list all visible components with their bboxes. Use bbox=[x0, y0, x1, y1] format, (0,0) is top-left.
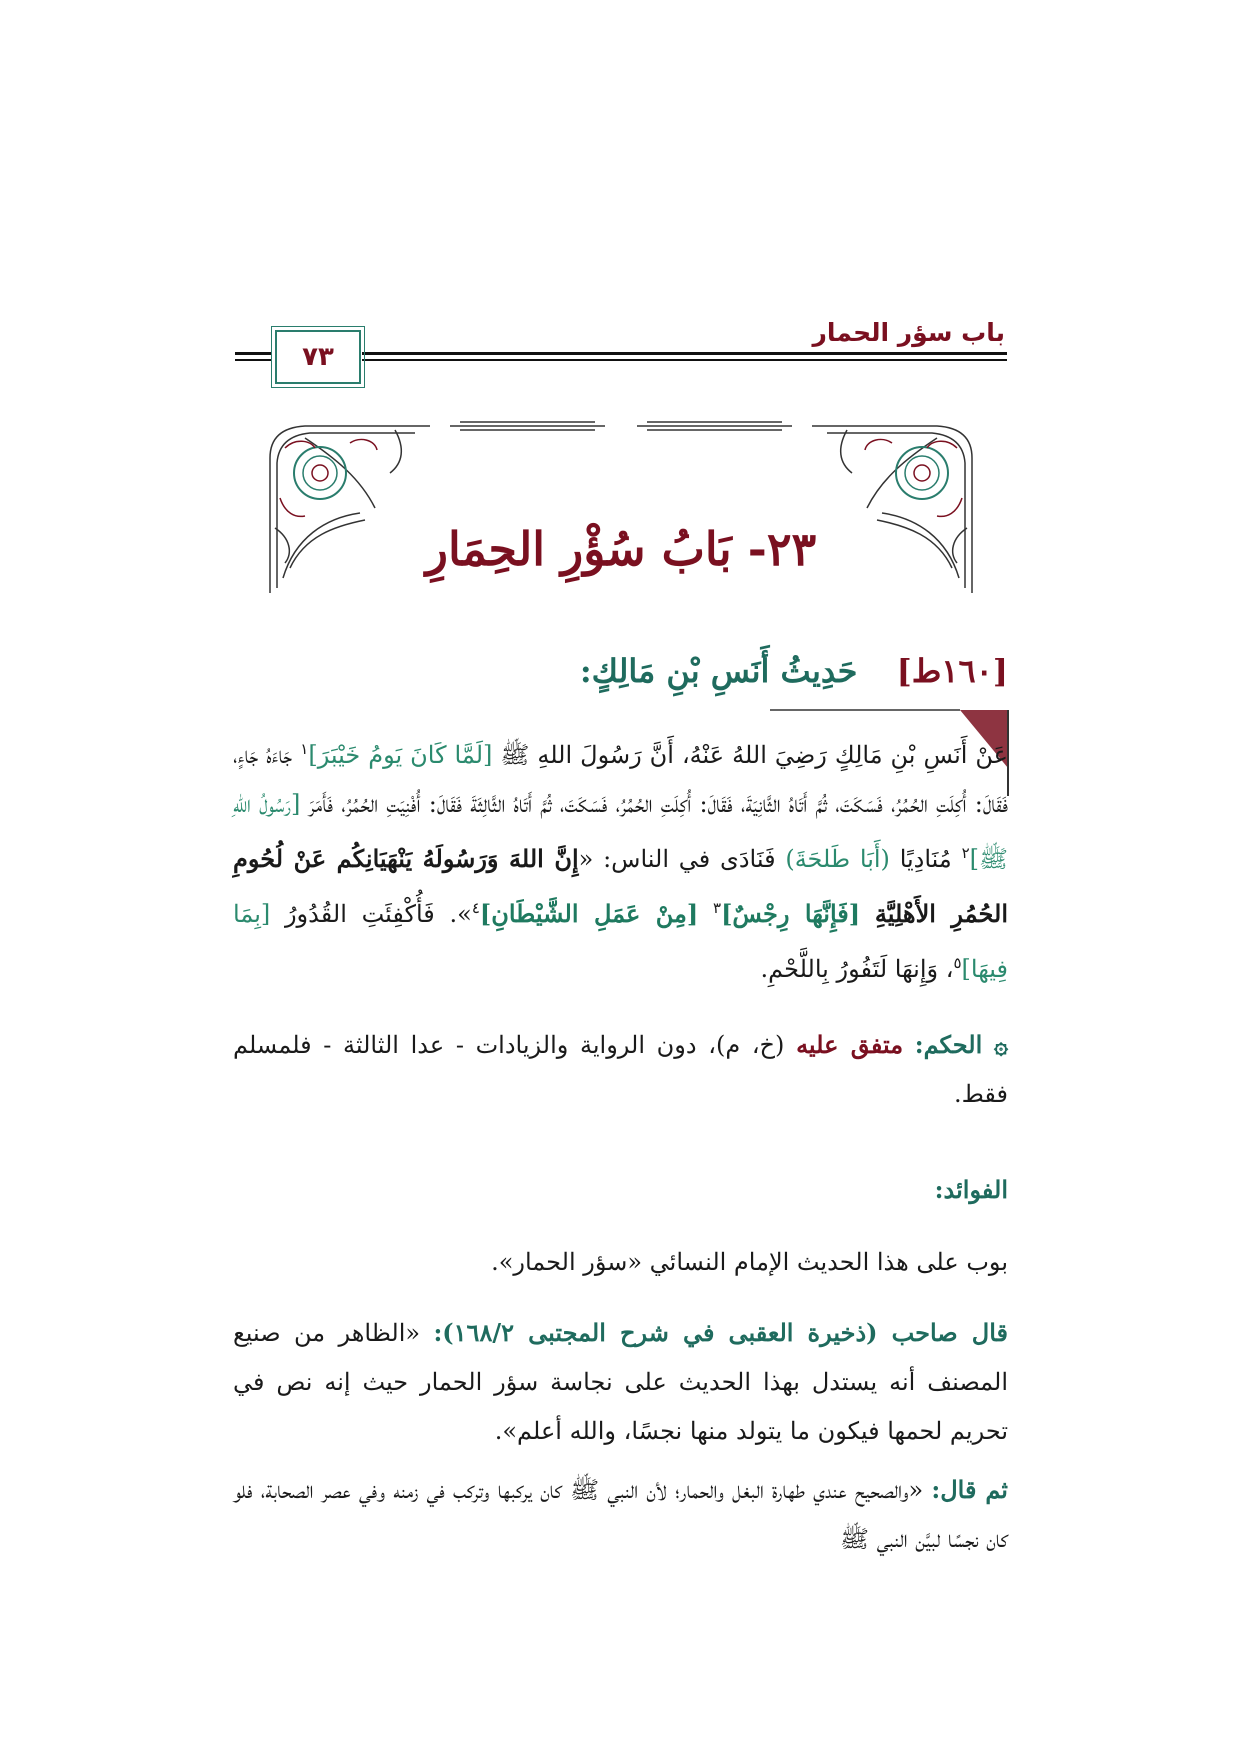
header-rule-left-2 bbox=[235, 359, 272, 361]
hadith-title: حَدِيثُ أَنَسِ بْنِ مَالِكٍ: bbox=[579, 652, 858, 690]
chapter-title: ٢٣- بَابُ سُؤْرِ الحِمَارِ bbox=[425, 522, 817, 576]
hadith-text bbox=[233, 725, 1008, 994]
benefits-heading: الفوائد: bbox=[934, 1175, 1008, 1204]
header-rule-left bbox=[235, 352, 272, 355]
footnote-marker[interactable]: ٤ bbox=[471, 899, 480, 917]
footnote-marker[interactable]: ٥ bbox=[953, 954, 962, 972]
page-number: ٧٣ bbox=[302, 342, 334, 372]
benefits-paragraph-3 bbox=[233, 1465, 1008, 1564]
hadith-space bbox=[698, 900, 713, 928]
hadith-segment: عَنْ أَنَسِ بْنِ مَالِكٍ رَضِيَ اللهُ عَنْهُ، أَنَّ رَسُولَ اللهِ ﷺ bbox=[492, 741, 1008, 769]
hadith-heading bbox=[580, 652, 1008, 690]
ruling-icon: ۞ bbox=[993, 1030, 1008, 1059]
hadith-segment: ». فَأُكْفِئَتِ القُدُورُ bbox=[270, 900, 472, 928]
page-number-frame bbox=[275, 330, 361, 384]
hadith-number: [١٦٠ط] bbox=[896, 652, 1008, 690]
benefits-citation: قال صاحب (ذخيرة العقبى في شرح المجتبى ١٦٨/٢): bbox=[433, 1318, 1009, 1347]
benefits-paragraph-1: بوب على هذا الحديث الإمام النسائي «سؤر الحمار». bbox=[491, 1248, 1008, 1276]
hadith-core-text: إِنَّ اللهَ وَرَسُولَهُ يَنْهَيَانِكُم عَنْ لُحُومِ الحُمُرِ الأَهْلِيَّةِ bbox=[233, 844, 1008, 928]
ruling-label: الحكم: bbox=[914, 1030, 983, 1059]
hadith-addition: (أَبَا طَلحَةَ) bbox=[785, 845, 890, 873]
ruling-text: (خ، م)، دون الرواية والزيادات - عدا الثالثة - فلمسلم فقط. bbox=[233, 1031, 1008, 1108]
benefits-paragraph-2 bbox=[233, 1308, 1008, 1456]
benefits-quote: «والصحيح عندي طهارة البغل والحمار؛ لأن النبي ﷺ كان يركبها وتركب في زمنه وفي عصر الصحابة، فلو كان نجسًا لبيَّن النبي ﷺ bbox=[233, 1476, 1008, 1553]
hadith-segment: مُنَادِيًا bbox=[889, 845, 962, 873]
benefits-quote: «الظاهر من صنيع المصنف أنه يستدل بهذا الحديث على نجاسة سؤر الحمار حيث إنه نص في تحريم لحمها فيكون ما يتولد منها نجسًا، والله أعلم». bbox=[233, 1319, 1008, 1445]
header-rule-right bbox=[362, 352, 1007, 355]
running-title: باب سؤر الحمار bbox=[812, 318, 1005, 347]
hadith-segment: ، وَإِنهَا لَتَفُورُ بِاللَّحْمِ. bbox=[760, 955, 954, 983]
hadith-addition: [بِمَا فِيهَا] bbox=[233, 900, 1008, 983]
hadith-space bbox=[860, 900, 875, 928]
hadith-segment: جَاءَهُ جَاءٍ، فَقَالَ: أُكِلَتِ الحُمُرُ، فَسَكَتَ، ثُمَّ أَتَاهُ الثَّانِيَةَ، فَقَالَ: أُكِلَتِ الحُمُرُ، فَسَكَتَ، ثُمَّ أَتَاهُ الثَّالِثَةَ فَقَالَ: أُفْنِيَتِ الحُمُرُ، فَأَمَرَ bbox=[233, 741, 1009, 818]
ornament-top-bars bbox=[450, 422, 792, 430]
benefits-lead: ثم قال: bbox=[931, 1475, 1008, 1504]
hadith-addition: [مِنْ عَمَلِ الشَّيْطَانِ] bbox=[479, 899, 699, 928]
hadith-addition: [رَسُولُ اللهِ ﷺ] bbox=[233, 790, 1008, 873]
ruling-verdict: متفق عليه bbox=[796, 1030, 904, 1059]
footnote-marker[interactable]: ٣ bbox=[713, 899, 722, 917]
hadith-segment: فَنَادَى في الناس: « bbox=[578, 845, 786, 873]
header-rule-right-2 bbox=[362, 359, 1007, 361]
ruling-paragraph bbox=[233, 1020, 1008, 1119]
footnote-marker[interactable]: ٢ bbox=[961, 844, 970, 862]
hadith-addition: [لَمَّا كَانَ يَومُ خَيْبَرَ] bbox=[308, 741, 493, 769]
footnote-marker[interactable]: ١ bbox=[300, 740, 309, 758]
hadith-addition: [فَإِنَّهَا رِجْسٌ] bbox=[721, 899, 861, 928]
